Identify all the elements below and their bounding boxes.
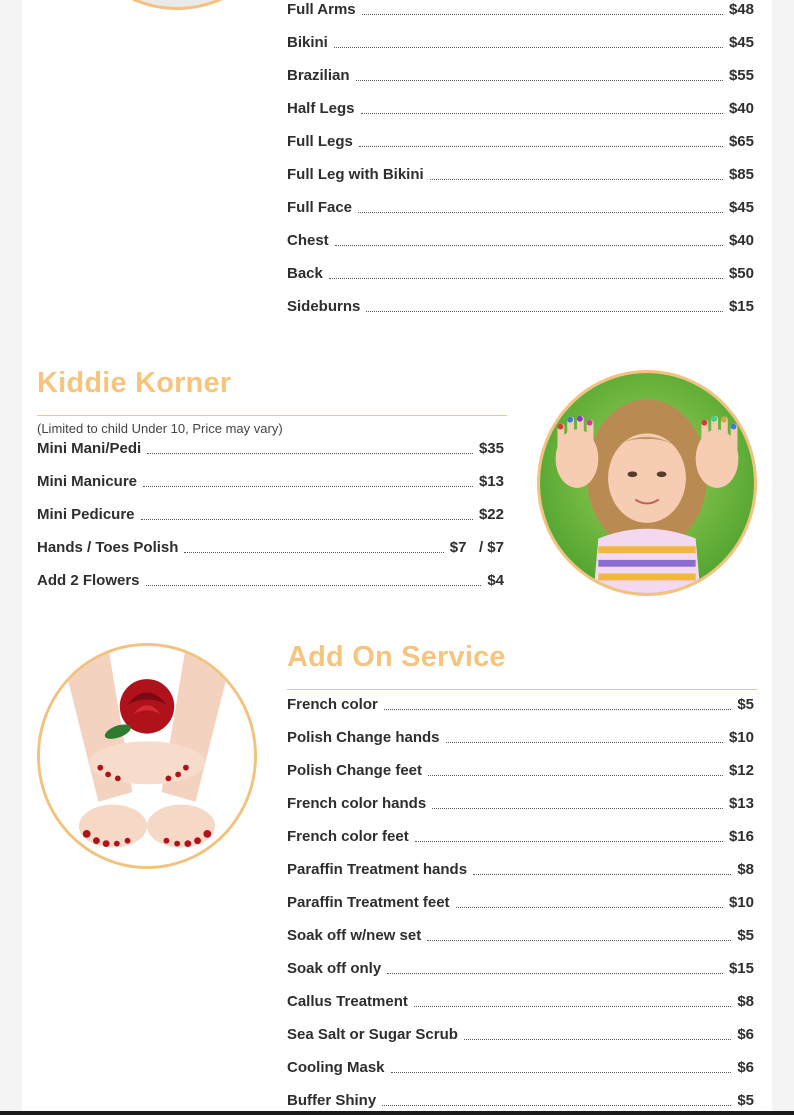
- service-price: $35: [478, 439, 504, 457]
- service-price: $55: [728, 66, 754, 84]
- addon-item: [287, 858, 754, 880]
- service-name: Sea Salt or Sugar Scrub: [287, 1025, 458, 1043]
- dotted-leader: [384, 709, 731, 710]
- service-name: Callus Treatment: [287, 992, 408, 1010]
- dotted-leader: [356, 80, 723, 81]
- addon-item: [287, 990, 754, 1012]
- waxing-item: [287, 0, 754, 20]
- service-price: $45: [728, 33, 754, 51]
- service-name: Back: [287, 264, 323, 282]
- bottom-border: [0, 1111, 794, 1115]
- dotted-leader: [391, 1072, 732, 1073]
- service-price: $40: [728, 99, 754, 117]
- addon-item: [287, 1089, 754, 1111]
- addon-item: [287, 1056, 754, 1078]
- dotted-leader: [366, 311, 723, 312]
- waxing-item: [287, 295, 754, 317]
- service-name: Bikini: [287, 33, 328, 51]
- add-on-price-list: [287, 693, 754, 1111]
- service-price: $16: [728, 827, 754, 845]
- addon-item: [287, 693, 754, 715]
- service-name: Polish Change feet: [287, 761, 423, 779]
- addon-item: [287, 1023, 754, 1045]
- service-price: $8: [737, 860, 754, 878]
- add-on-divider: [287, 689, 757, 690]
- service-name: Mini Pedicure: [37, 505, 135, 523]
- addon-item: [287, 792, 754, 814]
- service-price: $45: [728, 198, 754, 216]
- kiddie-item: [37, 437, 504, 459]
- dotted-leader: [446, 742, 723, 743]
- waxing-item: [287, 262, 754, 284]
- dotted-leader: [184, 552, 443, 553]
- waxing-item: [287, 97, 754, 119]
- service-name: Chest: [287, 231, 329, 249]
- service-price: $12: [728, 761, 754, 779]
- dotted-leader: [334, 47, 723, 48]
- waxing-item: [287, 163, 754, 185]
- service-name: Full Face: [287, 198, 353, 216]
- service-name: Mini Manicure: [37, 472, 138, 490]
- service-price: $5: [737, 695, 754, 713]
- service-name: Sideburns: [287, 297, 361, 315]
- addon-item: [287, 726, 754, 748]
- addon-item: [287, 891, 754, 913]
- addon-item: [287, 957, 754, 979]
- waxing-item: [287, 196, 754, 218]
- dotted-leader: [329, 278, 723, 279]
- service-name: Brazilian: [287, 66, 350, 84]
- service-name: French color: [287, 695, 378, 713]
- addon-item: [287, 759, 754, 781]
- kiddie-girl-photo: [537, 370, 757, 596]
- menu-page: [22, 0, 772, 1111]
- service-price: $15: [728, 297, 754, 315]
- dotted-leader: [473, 874, 731, 875]
- service-name: French color feet: [287, 827, 409, 845]
- kiddie-item: [37, 470, 504, 492]
- kiddie-item: [37, 536, 504, 558]
- dotted-leader: [414, 1006, 731, 1007]
- waxing-item: [287, 229, 754, 251]
- service-price: $15: [728, 959, 754, 977]
- service-price: $40: [728, 231, 754, 249]
- service-price: $7 / $7: [449, 538, 504, 556]
- dotted-leader: [387, 973, 723, 974]
- service-name: Half Legs: [287, 99, 355, 117]
- kiddie-item: [37, 503, 504, 525]
- addon-item: [287, 924, 754, 946]
- dotted-leader: [428, 775, 723, 776]
- service-name: Add 2 Flowers: [37, 571, 140, 589]
- service-price: $85: [728, 165, 754, 183]
- dotted-leader: [143, 486, 473, 487]
- service-price: $13: [728, 794, 754, 812]
- dotted-leader: [361, 113, 723, 114]
- kiddie-korner-title: Kiddie Korner: [37, 367, 232, 399]
- dotted-leader: [382, 1105, 731, 1106]
- dotted-leader: [358, 212, 723, 213]
- service-price: $65: [728, 132, 754, 150]
- service-name: Soak off w/new set: [287, 926, 422, 944]
- service-price: $22: [478, 505, 504, 523]
- service-name: Paraffin Treatment feet: [287, 893, 450, 911]
- service-name: Mini Mani/Pedi: [37, 439, 142, 457]
- service-name: Paraffin Treatment hands: [287, 860, 468, 878]
- service-name: Soak off only: [287, 959, 382, 977]
- dotted-leader: [456, 907, 723, 908]
- service-name: Hands / Toes Polish: [37, 538, 179, 556]
- service-price: $13: [478, 472, 504, 490]
- service-name: Full Leg with Bikini: [287, 165, 424, 183]
- dotted-leader: [146, 585, 482, 586]
- service-price: $48: [728, 0, 754, 18]
- service-name: Cooling Mask: [287, 1058, 385, 1076]
- add-on-service-title: Add On Service: [287, 641, 506, 673]
- dotted-leader: [147, 453, 473, 454]
- dotted-leader: [362, 14, 723, 15]
- service-price: $50: [728, 264, 754, 282]
- waxing-item: [287, 31, 754, 53]
- waxing-photo: [67, 0, 287, 10]
- service-price: $10: [728, 728, 754, 746]
- dotted-leader: [430, 179, 723, 180]
- dotted-leader: [432, 808, 723, 809]
- service-name: Full Legs: [287, 132, 353, 150]
- kiddie-item: [37, 569, 504, 591]
- service-name: Full Arms: [287, 0, 356, 18]
- service-price: $4: [487, 571, 504, 589]
- service-name: Buffer Shiny: [287, 1091, 377, 1109]
- kiddie-price-list: [37, 437, 504, 597]
- addon-item: [287, 825, 754, 847]
- waxing-price-list: [287, 0, 754, 328]
- service-price: $5: [737, 926, 754, 944]
- kiddie-divider: [37, 415, 507, 416]
- service-price: $8: [737, 992, 754, 1010]
- dotted-leader: [335, 245, 723, 246]
- dotted-leader: [141, 519, 473, 520]
- service-price: $10: [728, 893, 754, 911]
- waxing-item: [287, 64, 754, 86]
- kiddie-note: (Limited to child Under 10, Price may vary): [37, 421, 283, 436]
- service-name: French color hands: [287, 794, 427, 812]
- rose-hands-feet-photo: [37, 643, 257, 869]
- service-price: $6: [737, 1025, 754, 1043]
- service-price: $5: [737, 1091, 754, 1109]
- dotted-leader: [359, 146, 723, 147]
- dotted-leader: [415, 841, 723, 842]
- waxing-item: [287, 130, 754, 152]
- service-price: $6: [737, 1058, 754, 1076]
- dotted-leader: [464, 1039, 731, 1040]
- dotted-leader: [427, 940, 731, 941]
- service-name: Polish Change hands: [287, 728, 440, 746]
